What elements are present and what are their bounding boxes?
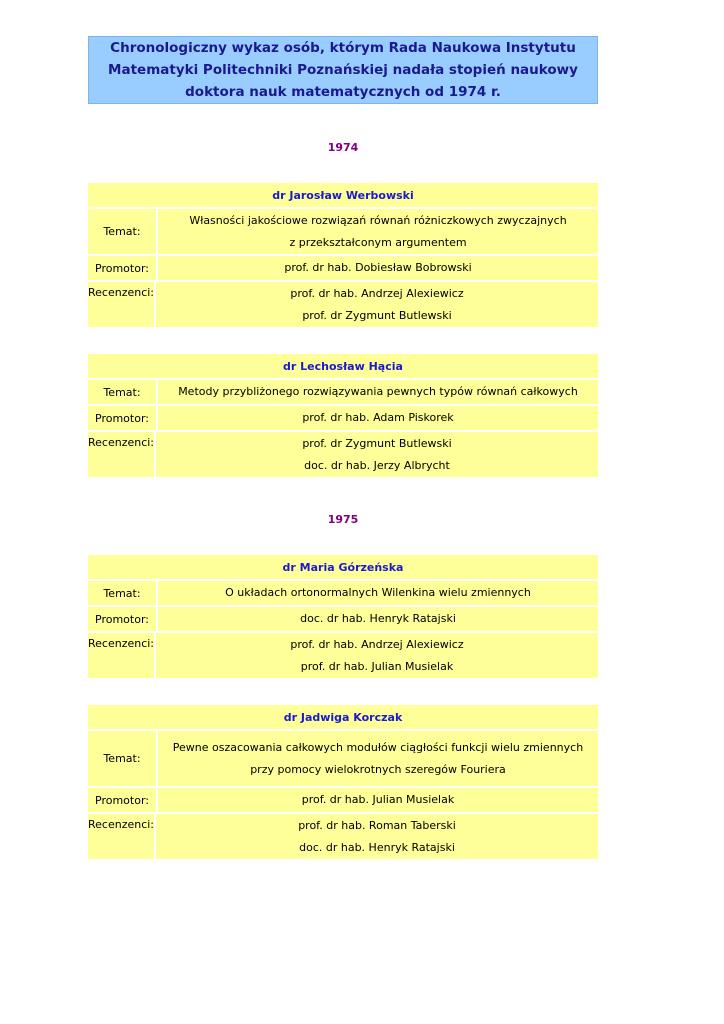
promotor-value [158, 607, 598, 631]
promotor-name: prof. dr hab. Julian Musielak [301, 793, 455, 806]
title-line: Matematyki Politechniki Poznańskiej nadała stopień naukowy [108, 62, 578, 78]
reviewer-name: prof. dr hab. Roman Taberski [298, 818, 456, 832]
promotor-row [88, 256, 598, 282]
promotor-value [158, 256, 598, 280]
recenzenci-row [88, 282, 598, 327]
promotor-name: doc. dr hab. Henryk Ratajski [300, 612, 456, 625]
doctor-name: dr Lechosław Hącia [88, 354, 598, 380]
title-line: Chronologiczny wykaz osób, którym Rada Naukowa Instytutu [110, 40, 576, 56]
promotor-value [158, 788, 598, 812]
doctorate-entry [88, 705, 598, 859]
temat-label: Temat: [88, 731, 158, 786]
temat-row [88, 209, 598, 256]
doctor-name: dr Maria Górzeńska [88, 555, 598, 581]
reviewer-name: prof. dr Zygmunt Butlewski [302, 436, 452, 450]
temat-label: Temat: [88, 209, 158, 254]
temat-line: z przekształconym argumentem [289, 235, 467, 249]
promotor-row [88, 788, 598, 814]
promotor-name: prof. dr hab. Adam Piskorek [302, 411, 454, 424]
recenzenci-row [88, 432, 598, 477]
temat-label: Temat: [88, 581, 158, 605]
temat-line: Pewne oszacowania całkowych modułów ciągłości funkcji wielu zmiennych [172, 740, 584, 754]
temat-line: O układach ortonormalnych Wilenkina wielu zmiennych [225, 586, 531, 599]
recenzenci-label: Recenzenci: [88, 633, 156, 678]
temat-value [158, 581, 598, 605]
doctor-name: dr Jarosław Werbowski [88, 183, 598, 209]
reviewer-name: prof. dr Zygmunt Butlewski [302, 308, 452, 322]
doctorate-entry [88, 183, 598, 327]
promotor-name: prof. dr hab. Dobiesław Bobrowski [284, 261, 472, 274]
promotor-label: Promotor: [88, 256, 158, 280]
promotor-value [158, 406, 598, 430]
recenzenci-value [156, 633, 598, 678]
document-title [88, 36, 598, 104]
temat-value [158, 731, 598, 786]
recenzenci-row [88, 633, 598, 678]
doctorate-entry [88, 555, 598, 678]
recenzenci-value [156, 432, 598, 477]
year-heading: 1975 [327, 513, 359, 526]
temat-row [88, 380, 598, 406]
temat-row [88, 581, 598, 607]
reviewer-name: prof. dr hab. Andrzej Alexiewicz [290, 637, 464, 651]
recenzenci-row [88, 814, 598, 859]
promotor-row [88, 607, 598, 633]
reviewer-name: prof. dr hab. Andrzej Alexiewicz [290, 286, 464, 300]
promotor-label: Promotor: [88, 788, 158, 812]
recenzenci-value [156, 814, 598, 859]
reviewer-name: doc. dr hab. Henryk Ratajski [299, 840, 455, 854]
year-heading: 1974 [327, 141, 359, 154]
doctor-name: dr Jadwiga Korczak [88, 705, 598, 731]
title-line: doktora nauk matematycznych od 1974 r. [185, 84, 501, 100]
promotor-label: Promotor: [88, 607, 158, 631]
temat-label: Temat: [88, 380, 158, 404]
recenzenci-label: Recenzenci: [88, 432, 156, 477]
temat-line: Metody przybliżonego rozwiązywania pewnych typów równań całkowych [178, 385, 578, 398]
temat-value [158, 380, 598, 404]
recenzenci-label: Recenzenci: [88, 814, 156, 859]
temat-value [158, 209, 598, 254]
temat-row [88, 731, 598, 788]
reviewer-name: prof. dr hab. Julian Musielak [300, 659, 454, 673]
recenzenci-value [156, 282, 598, 327]
promotor-label: Promotor: [88, 406, 158, 430]
temat-line: Własności jakościowe rozwiązań równań różniczkowych zwyczajnych [189, 213, 567, 227]
recenzenci-label: Recenzenci: [88, 282, 156, 327]
doctorate-entry [88, 354, 598, 477]
promotor-row [88, 406, 598, 432]
temat-line: przy pomocy wielokrotnych szeregów Fouriera [250, 762, 506, 776]
reviewer-name: doc. dr hab. Jerzy Albrycht [304, 458, 450, 472]
